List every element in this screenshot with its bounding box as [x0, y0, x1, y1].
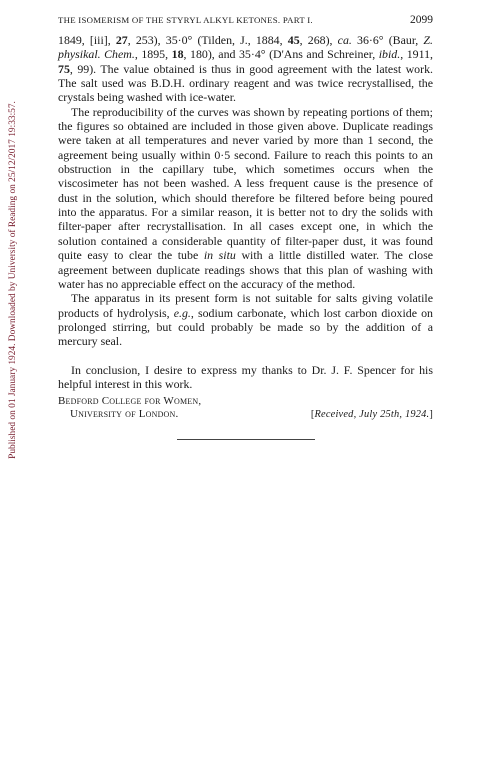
- signature-block: [58, 395, 433, 421]
- article-body: [58, 33, 433, 440]
- text-run: , 99). The value obtained is thus in good agreement with the latest work. The salt used was B.D.H. ordinary reagent and was twice recrystallised, the crystals being washed with ice-water.: [58, 61, 433, 105]
- paragraph-3: [58, 291, 433, 348]
- affiliation-college: Bedford College for Women,: [58, 395, 202, 408]
- italic-text: in situ: [203, 248, 236, 263]
- paragraph-2: [58, 105, 433, 291]
- received-date: [311, 409, 433, 420]
- volume-number: 27: [115, 33, 128, 47]
- volume-number: 45: [287, 33, 300, 47]
- text-run: 1849, [iii],: [58, 33, 116, 47]
- paragraph-1: [58, 33, 433, 105]
- italic-text: ca.: [337, 33, 352, 47]
- text-run: The apparatus in its present form is not suitable for salts giving volatile products of hydrolysis,: [58, 291, 433, 320]
- paragraph-gap: [58, 349, 433, 363]
- text-run: 36·6° (Baur,: [351, 33, 424, 47]
- download-notice: [6, 60, 20, 500]
- volume-number: 75: [58, 61, 70, 76]
- text-run: , 268),: [299, 33, 338, 47]
- running-head: [58, 14, 433, 30]
- download-notice-text: Published on 01 January 1924. Downloaded by University of Reading on 25/12/2017 19:33:57.: [8, 101, 18, 459]
- italic-text: ibid.: [378, 47, 401, 62]
- affiliation-university: University of London.: [70, 408, 179, 421]
- text-run: , 1895,: [134, 47, 172, 62]
- text-run: , sodium carbonate, which lost carbon dioxide on prolonged stirring, but could probably be made so by the addition of a mercury seal.: [58, 305, 433, 349]
- page: [58, 0, 433, 440]
- acknowledgement: In conclusion, I desire to express my thanks to Dr. J. F. Spencer for his helpful interest in this work.: [58, 362, 433, 391]
- text-run: , 253), 35·0° (Tilden, J., 1884,: [127, 33, 288, 47]
- text-run: , 1911,: [400, 47, 434, 62]
- bracket: [: [310, 409, 315, 421]
- signature-line-1: [58, 395, 433, 408]
- running-head-title: THE ISOMERISM OF THE STYRYL ALKYL KETONES. PART I.: [58, 15, 313, 25]
- signature-line-2: [58, 408, 433, 421]
- end-rule: [177, 439, 315, 440]
- page-number: 2099: [410, 14, 433, 26]
- volume-number: 18: [171, 47, 184, 62]
- text-run: The reproducibility of the curves was shown by repeating portions of them; the figures so obtained are included in those given above. Duplicate readings were taken at all temperatures and never varied by more than 1 second, the agreement being usually within 0·5 second. Failure to reach this points to an obstruction in the capillary tube, which sometimes occurs when the viscosimeter has not been washed. A less frequent cause is the presence of dust in the solution, which should therefore be filtered before being poured into the apparatus. For a similar reason, it is better not to dry the solids with filter-paper after recrystallisation. In all cases except one, in which the solution contained a considerable quantity of filter-paper dust, it was found quite easy to clear the tube: [58, 104, 433, 263]
- journal-name: Z. physikal. Chem.: [58, 33, 434, 62]
- received-text: Received, July 25th, 1924.: [314, 409, 430, 421]
- text-run: with a little distilled water. The close agreement between duplicate readings shows that this plan of washing with water has no appreciable effect on the accuracy of the method.: [58, 248, 433, 291]
- bracket: ]: [429, 409, 433, 421]
- italic-text: e.g.: [173, 305, 191, 320]
- text-run: , 180), and 35·4° (D'Ans and Schreiner,: [183, 47, 379, 62]
